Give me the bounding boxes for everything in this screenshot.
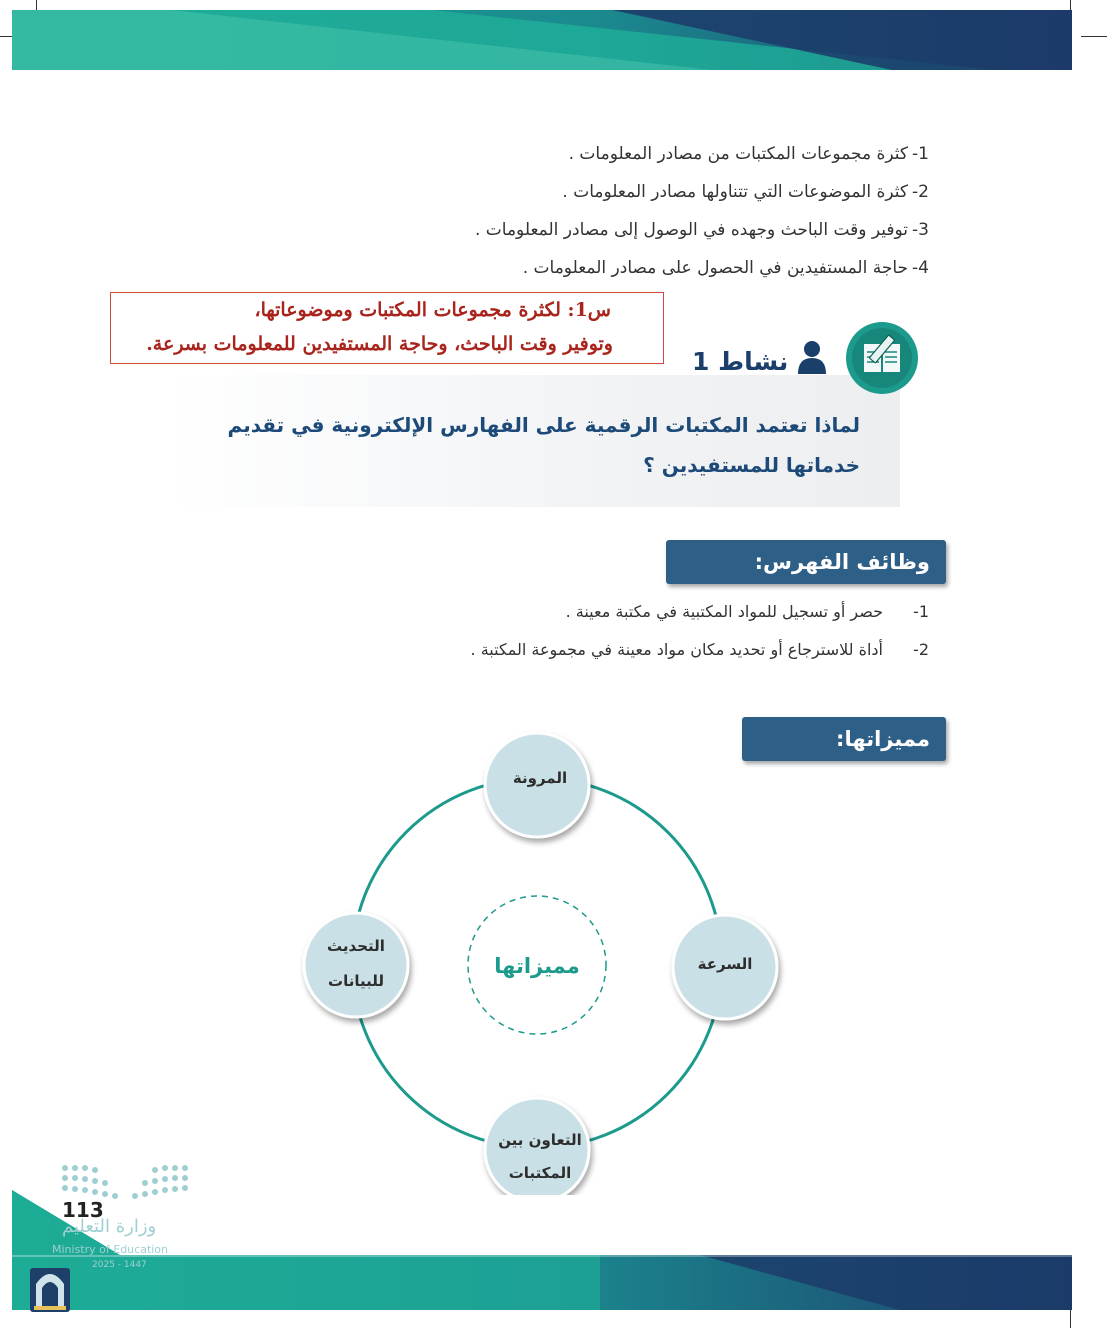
svg-text:المكتبات: المكتبات	[508, 1164, 572, 1182]
answer-line-1: س1: لكثرة مجموعات المكتبات وموضوعاتها،	[254, 299, 611, 321]
list-item: 1-كثرة مجموعات المكتبات من مصادر المعلومات .	[568, 144, 929, 164]
list-item: 2-أداة للاسترجاع أو تحديد مكان مواد معينة في مجموعة المكتبة .	[470, 640, 929, 659]
mosque-seal-icon	[28, 1258, 72, 1314]
svg-text:التحديث: التحديث	[327, 937, 385, 955]
crop-mark	[1081, 36, 1107, 37]
person-icon	[797, 340, 827, 374]
advantages-heading: مميزاتها:	[742, 717, 946, 761]
advantage-right	[673, 915, 777, 1019]
list-item: 2-كثرة الموضوعات التي تتناولها مصادر المعلومات .	[562, 182, 929, 202]
answer-box	[110, 292, 664, 364]
svg-text:التعاون بين: التعاون بين	[498, 1131, 582, 1149]
question-panel	[166, 375, 900, 507]
activity-question: لماذا تعتمد المكتبات الرقمية على الفهارس الإلكترونية في تقديم خدماتها للمستفيدين ؟	[227, 413, 860, 477]
list-item: 4-حاجة المستفيدين في الحصول على مصادر المعلومات .	[522, 258, 929, 278]
catalog-functions-heading: وظائف الفهرس:	[666, 540, 946, 584]
answer-line-2: وتوفير وقت الباحث، وحاجة المستفيدين للمعلومات بسرعة.	[146, 333, 613, 355]
ministry-name-ar: وزارة التعليم	[62, 1216, 157, 1237]
svg-text:السرعة: السرعة	[697, 955, 753, 973]
top-banner	[12, 10, 1072, 70]
edition-year: 2025 - 1447	[92, 1260, 147, 1270]
svg-text:المرونة: المرونة	[512, 769, 568, 787]
ministry-name-en: Ministry of Education	[52, 1243, 169, 1256]
advantages-diagram	[290, 725, 810, 1195]
advantage-left	[304, 913, 408, 1017]
book-pencil-icon	[842, 322, 922, 394]
advantage-top	[485, 733, 589, 837]
page-number: 113	[62, 1198, 104, 1222]
list-item: 1-حصر أو تسجيل للمواد المكتبية في مكتبة معينة .	[565, 602, 929, 621]
svg-text:للبيانات: للبيانات	[328, 972, 384, 990]
center-label: مميزاتها	[494, 954, 580, 978]
advantage-bottom	[485, 1098, 589, 1195]
activity-title: نشاط 1	[692, 340, 827, 376]
list-item: 3-توفير وقت الباحث وجهده في الوصول إلى مصادر المعلومات .	[474, 220, 929, 240]
